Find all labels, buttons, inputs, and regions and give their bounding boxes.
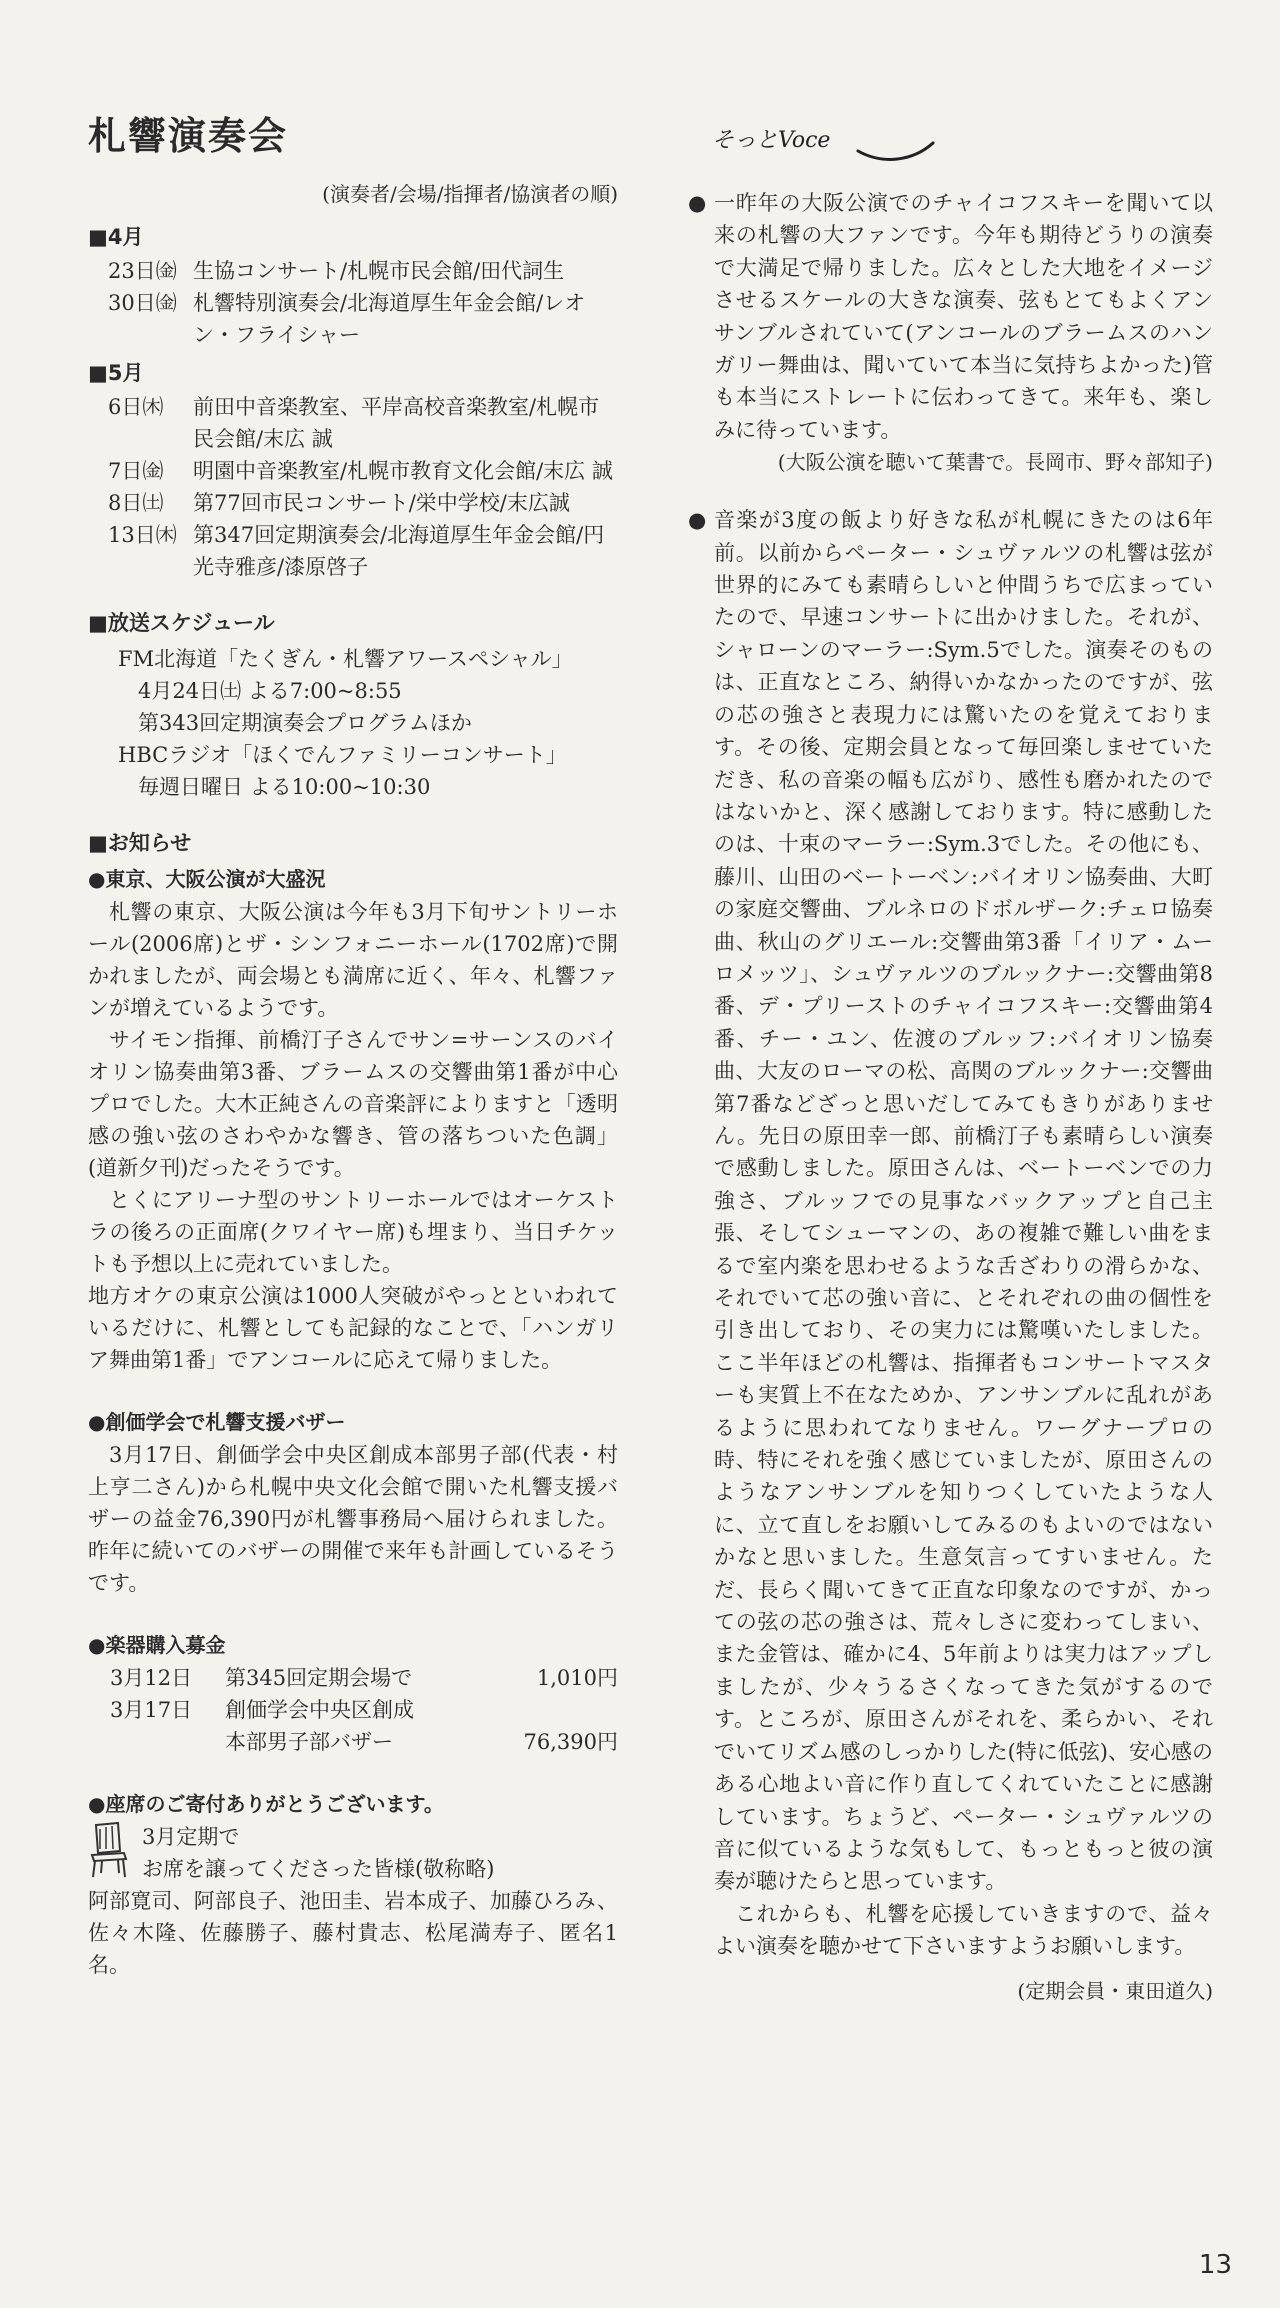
event-text: 札響特別演奏会/北海道厚生年金会館/レオン・フライシャー <box>193 291 586 347</box>
concert-column <box>88 95 618 1981</box>
event-date: 30日㈮ <box>108 291 177 315</box>
letter-bullet: ● <box>688 508 707 533</box>
tokyo-osaka-heading: ●東京、大阪公演が大盛況 <box>88 867 326 891</box>
event-date: 13日㈭ <box>108 523 177 547</box>
notice-paragraph: 札響の東京、大阪公演は今年も3月下旬サントリーホール(2006席)とザ・シンフォニーホール(1702席)で開かれましたが、両会場とも満席に近く、年々、札響ファンが増えているようです。 <box>88 900 618 1020</box>
broadcast-heading: ■放送スケジュール <box>88 611 275 635</box>
event-date: 7日㈮ <box>108 459 164 483</box>
broadcast-line: 第343回定期演奏会プログラムほか <box>138 711 472 735</box>
donation-amount <box>518 1694 618 1726</box>
letter-signature: (大阪公演を聴いて葉書で。長岡市、野々部知子) <box>777 450 1213 475</box>
event-row <box>88 487 618 519</box>
donation-row <box>88 1726 618 1758</box>
event-text: 明園中音楽教室/札幌市教育文化会館/末広 誠 <box>193 459 613 483</box>
letter-bullet: ● <box>688 191 707 215</box>
letter-body: 音楽が3度の飯より好きな私が札幌にきたのは6年前。以前からペーター・シュヴァルツの札響は弦が世界的にみても素晴らしいと仲間うちで広まっていたので、早速コンサートに出かけました。それが、シャローンのマーラー:Sym.5でした。演奏そのものは、正直なところ、納得いかなかったのですが、弦の芯の強さと表現力には驚いたのを覚えております。その後、定期会員となって毎回楽しませていただき、私の音楽の幅も広がり、感性も磨かれたのではないかと、深く感謝しております。特に感動したのは、十束のマーラー:Sym.3でした。その他にも、藤川、山田のベートーベン:バイオリン協奏曲、大町の家庭交響曲、ブルネロのドボルザーク:チェロ協奏曲、秋山のグリエール:交響曲第3番「イリア・ムーロメッツ」、シュヴァルツのブルックナー:交響曲第8番、デ・プリーストのチャイコフスキー:交響曲第4番、チー・ユン、佐渡のブルッフ:バイオリン協奏曲、大友のローマの松、高関のブルックナー:交響曲第7番などざっと思いだしてみてもきりがありません。先日の原田幸一郎、前橋汀子も素晴らしい演奏で感動しました。原田さんは、ベートーベンでの力強さ、ブルッフでの見事なバックアップと自己主張、そしてシューマンの、あの複雑で難しい曲をまるで室内楽を思わせるような舌ざわりの滑らかな、それでいて芯の強い音に、とそれぞれの曲の個性を引き出しており、その実力には驚嘆いたしました。ここ半年ほどの札響は、指揮者もコンサートマスターも実質上不在なためか、アンサンブルに乱れがあるように思われてなりません。ワーグナープロの時、特にそれを強く感じていましたが、原田さんのようなアンサンブルを知りつくしていたような人に、立て直しをお願いしてみるのもよいのではないかなと思いました。生意気言ってすいません。ただ、長らく聞いてきて正直な印象なのですが、かっての弦の芯の強さは、荒々しさに変わってしまい、また金管は、確かに4、5年前よりは実力はアップしましたが、少々うるさくなってきた気がするのです。ところが、原田さんがそれを、柔らかい、それでいてリズム感のしっかりした(特に低弦)、安心感のある心地よい音に作り直してくれていたことに感謝しています。ちょうど、ペーター・シュヴァルツの音に似ているような気もして、もっともっと彼の演奏が聴けたらと思っています。 <box>714 508 1213 1894</box>
donation-desc: 第345回定期会場で <box>225 1666 413 1690</box>
event-text: 生協コンサート/札幌市民会館/田代詞生 <box>193 259 565 283</box>
notice-paragraph: サイモン指揮、前橋汀子さんでサン=サーンスのバイオリン協奏曲第3番、ブラームスの交響曲第1番が中心プロでした。大木正純さんの音楽評によりますと「透明感の強い弦のさわやかな響き、管の落ちついた色調」(道新夕刊)だったそうです。 <box>88 1028 618 1180</box>
notice-paragraph: 地方オケの東京公演は1000人突破がやっとといわれているだけに、札響としても記録的なことで、「ハンガリア舞曲第1番」でアンコールに応えて帰りました。 <box>88 1284 618 1372</box>
month-heading-april: ■4月 <box>88 225 144 249</box>
letter-signature: (定期会員・東田道久) <box>1017 1978 1213 2003</box>
donation-date: 3月12日 <box>110 1666 193 1690</box>
donation-date <box>110 1726 225 1758</box>
broadcast-line: 毎週日曜日 よる10:00~10:30 <box>138 775 431 799</box>
broadcast-line: FM北海道「たくぎん・札響アワースペシャル」 <box>118 647 573 671</box>
instrument-fund-heading: ●楽器購入募金 <box>88 1633 226 1657</box>
donation-date: 3月17日 <box>110 1698 193 1722</box>
donation-amount: 76,390円 <box>523 1730 618 1754</box>
donor-names: 阿部寛司、阿部良子、池田圭、岩本成子、加藤ひろみ、佐々木隆、佐藤勝子、藤村貴志、松尾満寿子、匿名1名。 <box>88 1889 618 1977</box>
seat-donation-heading: ●座席のご寄付ありがとうございます。 <box>88 1792 444 1816</box>
donation-desc: 本部男子部バザー <box>225 1730 393 1754</box>
event-text: 第347回定期演奏会/北海道厚生年金会館/円光寺雅彦/漆原啓子 <box>193 523 605 579</box>
event-text: 第77回市民コンサート/栄中学校/末広誠 <box>193 491 570 515</box>
page-title: 札響演奏会 <box>88 114 289 158</box>
bazaar-paragraph: 3月17日、創価学会中央区創成本部男子部(代表・村上亨二さん)から札幌中央文化会館で開いた札響支援バザーの益金76,390円が札響事務局へ届けられました。昨年に続いてのバザーの開催で来年も計画しているそうです。 <box>88 1443 618 1595</box>
event-date: 23日㈮ <box>108 259 177 283</box>
letter-body: 一昨年の大阪公演でのチャイコフスキーを聞いて以来の札響の大ファンです。今年も期待どうりの演奏で大満足で帰りました。広々とした大地をイメージさせるスケールの大きな演奏、弦もとてもよくアンサンブルされていて(アンコールのブラームスのハンガリー舞曲は、聞いていて本当に気持ちよかった)管も本当にストレートに伝わってきて。来年も、楽しみに待っています。 <box>714 191 1213 442</box>
broadcast-line: HBCラジオ「ほくでんファミリーコンサート」 <box>118 743 567 767</box>
event-row <box>88 519 618 583</box>
event-date: 8日㈯ <box>108 491 164 515</box>
month-heading-may: ■5月 <box>88 361 144 385</box>
broadcast-line: 4月24日㈯ よる7:00~8:55 <box>138 679 402 703</box>
donation-amount: 1,010円 <box>536 1666 618 1690</box>
donation-row <box>88 1662 618 1694</box>
sotto-voce-logo <box>708 103 938 173</box>
donation-desc: 創価学会中央区創成 <box>225 1698 414 1722</box>
reader-voice-column <box>688 95 1213 2007</box>
seat-donation-line: 3月定期で <box>142 1825 240 1849</box>
notice-heading: ■お知らせ <box>88 831 192 855</box>
event-text: 前田中音楽教室、平岸高校音楽教室/札幌市民会館/末広 誠 <box>193 395 600 451</box>
bazaar-heading: ●創価学会で札響支援バザー <box>88 1410 346 1434</box>
page-number: 13 <box>1198 2250 1232 2280</box>
notice-paragraph: とくにアリーナ型のサントリーホールではオーケストラの後ろの正面席(クワイヤー席)も埋まり、当日チケットも予想以上に売れていました。 <box>88 1188 618 1276</box>
event-date: 6日㈭ <box>108 395 164 419</box>
event-row <box>88 455 618 487</box>
reader-letter <box>688 504 1213 2006</box>
seat-donation-line: お席を譲ってくださった皆様(敬称略) <box>142 1857 495 1881</box>
listing-legend: (演奏者/会場/指揮者/協演者の順) <box>322 182 618 206</box>
seat-donation-intro <box>88 1821 618 1885</box>
letter-closing: これからも、札響を応援していきますので、益々よい演奏を聴かせて下さいますようお願いします。 <box>714 1901 1213 1959</box>
reader-letter <box>688 187 1213 478</box>
chair-icon <box>88 1821 130 1879</box>
event-row <box>88 391 618 455</box>
event-row <box>88 287 618 351</box>
event-row <box>88 255 618 287</box>
logo-text: そっとVoce <box>712 128 831 153</box>
donation-row <box>88 1694 618 1726</box>
